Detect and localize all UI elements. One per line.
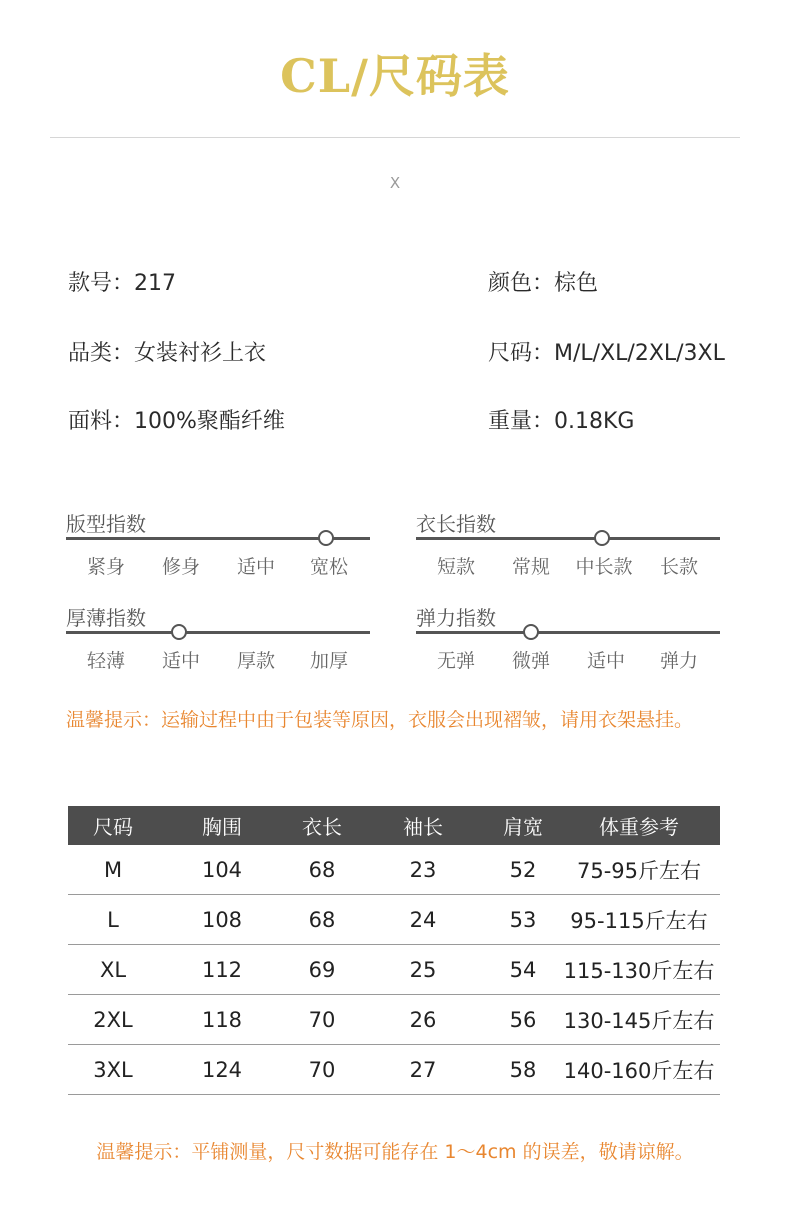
x-mark: X	[389, 174, 401, 192]
scale-track	[66, 631, 370, 634]
scale-option: 厚款	[236, 650, 275, 672]
spec-label: 重量：	[488, 409, 555, 434]
table-cell: 2XL	[68, 995, 158, 1045]
spec-label: 尺码：	[488, 341, 555, 366]
scale-option: 适中	[236, 556, 275, 578]
table-cell: 26	[358, 995, 488, 1045]
page-title: CL/尺码表	[280, 49, 510, 103]
table-cell: 52	[488, 845, 558, 895]
table-cell: 124	[158, 1045, 286, 1095]
scale-option: 常规	[511, 556, 550, 578]
table-row	[68, 995, 720, 1045]
table-cell: 95-115斤左右	[558, 895, 720, 945]
spec-category	[68, 336, 266, 367]
table-cell: 3XL	[68, 1045, 158, 1095]
table-cell: 70	[286, 1045, 358, 1095]
table-cell: 70	[286, 995, 358, 1045]
scale-option: 无弹	[436, 650, 475, 672]
scale-option: 中长款	[575, 556, 633, 578]
spec-value: 100%聚酯纤维	[134, 409, 285, 434]
table-cell: 24	[358, 895, 488, 945]
spec-color	[488, 266, 598, 297]
scale-option: 弹力	[659, 650, 698, 672]
table-cell: 112	[158, 945, 286, 995]
table-cell: 75-95斤左右	[558, 845, 720, 895]
spec-label: 品类：	[68, 341, 135, 366]
scale-indicator	[318, 530, 334, 546]
table-cell: 54	[488, 945, 558, 995]
spec-style-number	[68, 266, 176, 297]
table-cell: 130-145斤左右	[558, 995, 720, 1045]
table-cell: 108	[158, 895, 286, 945]
shipping-tip: 温馨提示：运输过程中由于包装等原因，衣服会出现褶皱，请用衣架悬挂。	[66, 709, 694, 731]
column-header-size: 尺码	[68, 806, 158, 845]
scale-track	[416, 537, 720, 540]
scale-option: 长款	[659, 556, 698, 578]
column-header-shoulder: 肩宽	[488, 806, 558, 845]
scale-elasticity	[416, 602, 726, 672]
table-cell: L	[68, 895, 158, 945]
scale-option: 加厚	[309, 650, 348, 672]
table-cell: 104	[158, 845, 286, 895]
spec-fabric	[68, 404, 285, 435]
scale-option: 宽松	[309, 556, 348, 578]
scale-length	[416, 508, 726, 578]
scale-option: 适中	[586, 650, 625, 672]
table-row	[68, 945, 720, 995]
spec-value: 0.18KG	[554, 409, 635, 434]
table-cell: 25	[358, 945, 488, 995]
table-cell: 115-130斤左右	[558, 945, 720, 995]
table-cell: 140-160斤左右	[558, 1045, 720, 1095]
scale-option: 微弹	[511, 650, 550, 672]
table-cell: 69	[286, 945, 358, 995]
scale-option: 修身	[161, 556, 200, 578]
table-row	[68, 895, 720, 945]
table-cell: 27	[358, 1045, 488, 1095]
scale-label: 衣长指数	[416, 512, 496, 536]
spec-label: 颜色：	[488, 271, 555, 296]
table-cell: 56	[488, 995, 558, 1045]
measurement-tip: 温馨提示：平铺测量，尺寸数据可能存在 1～4cm 的误差，敬请谅解。	[96, 1141, 694, 1163]
size-table	[68, 806, 720, 1095]
table-cell: 58	[488, 1045, 558, 1095]
spec-label: 面料：	[68, 409, 135, 434]
scale-label: 弹力指数	[416, 606, 496, 630]
column-header-length: 衣长	[286, 806, 358, 845]
table-cell: 23	[358, 845, 488, 895]
scale-fit	[66, 508, 376, 578]
scale-thickness	[66, 602, 376, 672]
table-header-row	[68, 806, 720, 845]
table-cell: XL	[68, 945, 158, 995]
column-header-weight: 体重参考	[558, 806, 720, 845]
scale-indicator	[171, 624, 187, 640]
table-cell: 53	[488, 895, 558, 945]
table-cell: M	[68, 845, 158, 895]
spec-value: 女装衬衫上衣	[134, 341, 267, 366]
table-cell: 68	[286, 895, 358, 945]
scale-label: 厚薄指数	[66, 606, 146, 630]
column-header-chest: 胸围	[158, 806, 286, 845]
spec-weight	[488, 404, 634, 435]
table-row	[68, 1045, 720, 1095]
scale-option: 短款	[436, 556, 475, 578]
title-divider	[50, 137, 740, 138]
spec-sizes	[488, 336, 725, 367]
scale-option: 轻薄	[86, 650, 125, 672]
scale-indicator	[594, 530, 610, 546]
spec-value: 棕色	[554, 271, 599, 296]
table-cell: 118	[158, 995, 286, 1045]
table-cell: 68	[286, 845, 358, 895]
scale-option: 适中	[161, 650, 200, 672]
table-row	[68, 845, 720, 895]
spec-value: M/L/XL/2XL/3XL	[554, 341, 725, 366]
scale-option: 紧身	[86, 556, 125, 578]
scale-track	[416, 631, 720, 634]
column-header-sleeve: 袖长	[358, 806, 488, 845]
spec-value: 217	[134, 271, 177, 296]
scale-label: 版型指数	[66, 512, 146, 536]
spec-label: 款号：	[68, 271, 135, 296]
scale-indicator	[523, 624, 539, 640]
